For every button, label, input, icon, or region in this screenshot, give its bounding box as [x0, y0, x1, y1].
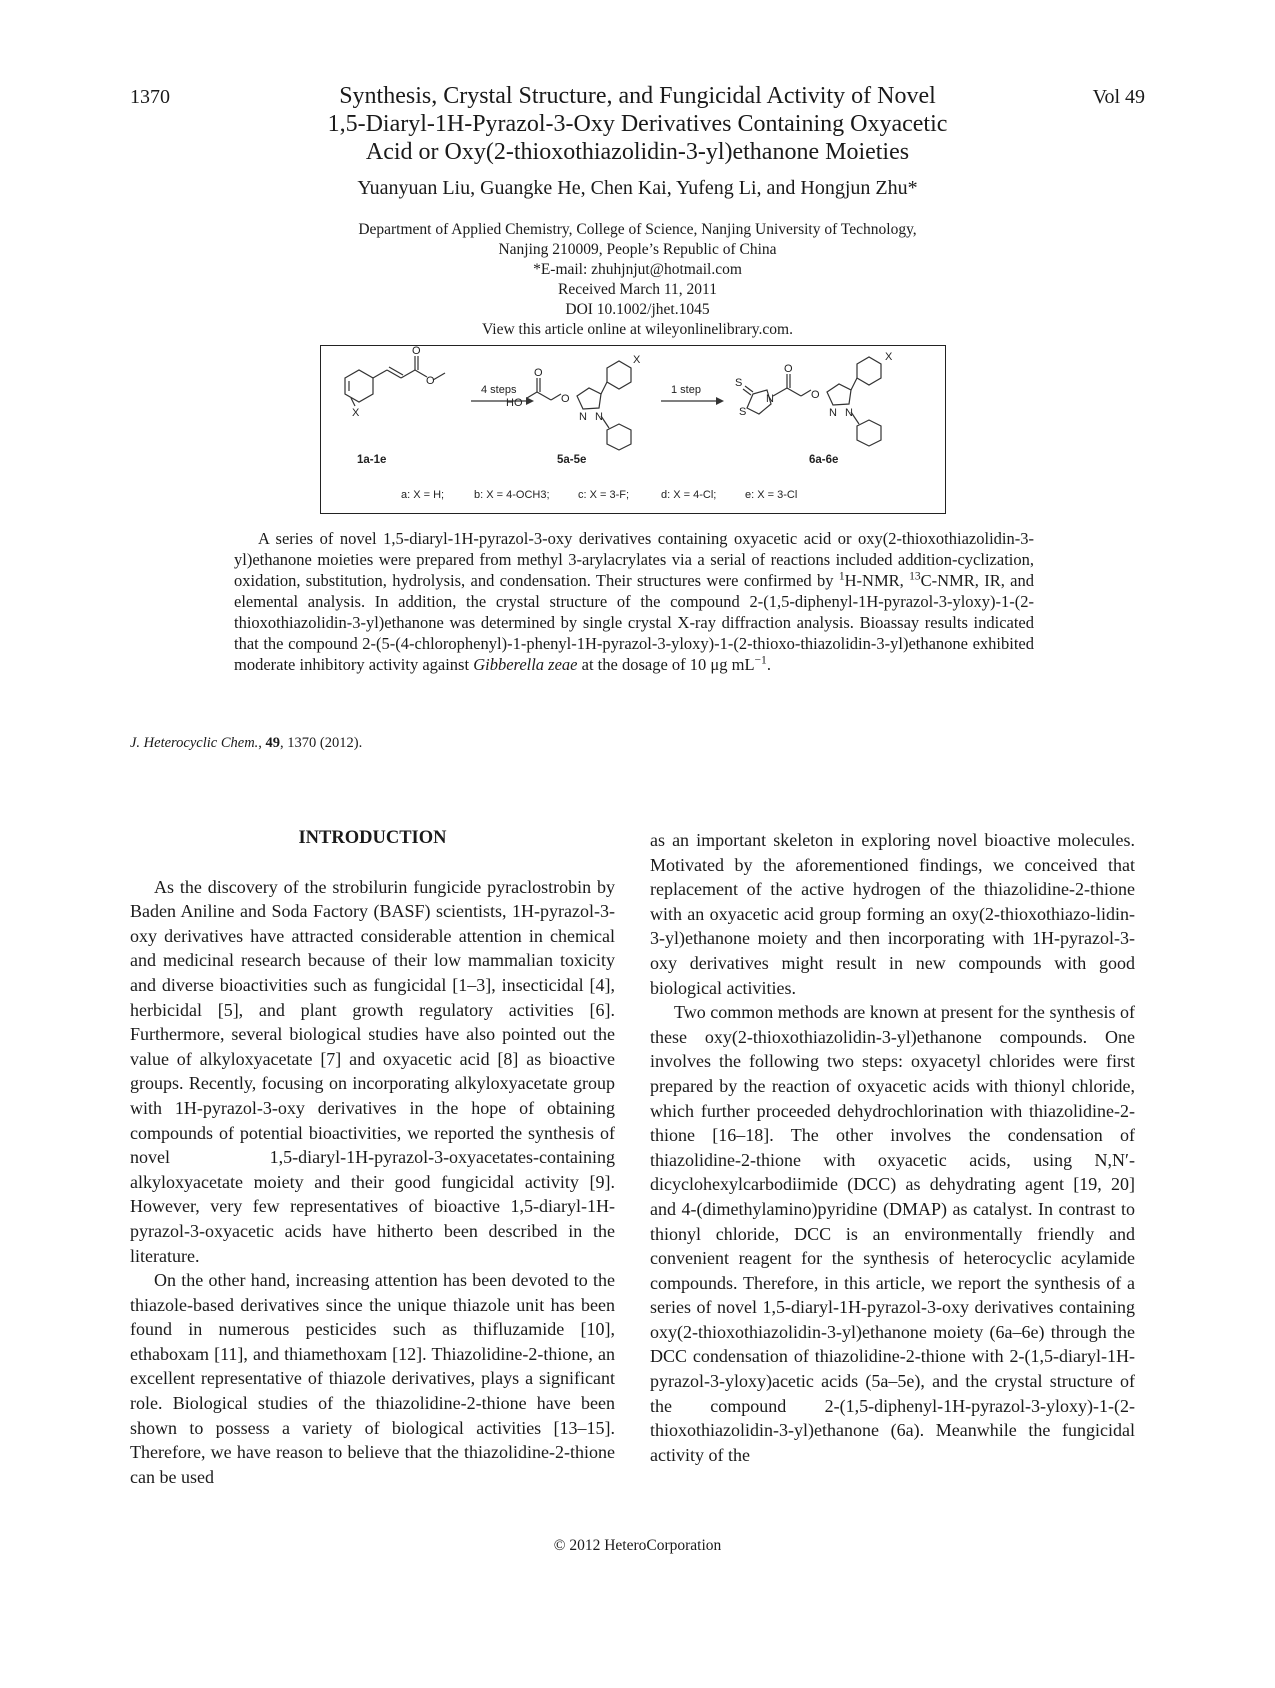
- svg-text:O: O: [426, 375, 435, 387]
- abstract-text: at the dosage of 10 μg mL: [577, 655, 755, 674]
- legend-item: d: X = 4-Cl;: [661, 489, 717, 501]
- journal-name: J. Heterocyclic Chem.: [130, 735, 259, 751]
- body-paragraph: as an important skeleton in exploring novel bioactive molecules. Motivated by the aforementioned findings, we conceived that replacement of the active hydrogen of the thiazolidine-2-thione with an oxyacetic acid group forming an oxy(2-thioxothiazo-lidin-3-yl)ethanone moiety and then incorporating with 1H-pyrazol-3-oxy derivatives might result in new compounds with good biological activities.: [650, 830, 1135, 998]
- body-column-right: [650, 828, 1135, 1467]
- svg-text:O: O: [534, 367, 543, 379]
- affiliation-address: Nanjing 210009, People’s Republic of China: [498, 241, 777, 258]
- legend-item: c: X = 3-F;: [578, 489, 630, 501]
- arrow-1-label: 4 steps: [481, 384, 517, 396]
- doi: DOI 10.1002/jhet.1045: [565, 301, 710, 318]
- arrow-2-label: 1 step: [671, 384, 701, 396]
- copyright-footer: © 2012 HeteroCorporation: [553, 1537, 722, 1554]
- journal-volume: 49: [265, 735, 281, 751]
- section-heading: INTRODUCTION: [298, 828, 447, 848]
- organism-name: Gibberella zeae: [473, 655, 578, 674]
- svg-text:N: N: [579, 411, 587, 423]
- abstract-text: C-NMR, IR, and elemental analysis. In addition, the crystal structure of the compound 2-(1,5-diphenyl-1H-pyrazol-3-yloxy)-1-(2-thioxothiazolidin-3-yl)ethanone was determined by single crystal X-ray diffraction analysis. Bioassay results indicated that the compound 2-(5-(4-chlorophenyl)-1-phenyl-1H-pyrazol-3-yloxy)-1-(2-thioxo-thiazolidin-3-yl)ethanone exhibited moderate inhibitory activity against: [234, 571, 1035, 674]
- volume-number: Vol 49: [1092, 86, 1145, 108]
- affiliation-block: [200, 220, 1075, 340]
- online-note: View this article online at wileyonlinelibrary.com.: [482, 321, 793, 338]
- contact-email: *E-mail: zhuhjnjut@hotmail.com: [533, 261, 742, 278]
- svg-text:O: O: [811, 389, 820, 401]
- svg-text:X: X: [885, 351, 893, 363]
- abstract: A series of novel 1,5-diaryl-1H-pyrazol-3-oxy derivatives containing oxyacetic acid or oxy(2-thioxothiazolidin-3-yl)ethanone moieties were prepared from methyl 3-arylacrylates via a serial of reactions included addition-cyclization, oxidation, substitution, hydrolysis, and condensation. Their structures were confirmed by $^1$H-NMR, $^{13}$C-NMR, IR, and elemental analysis. In addition, the crystal structure of the compound 2-(1,5-diphenyl-1H-pyrazol-3-yloxy)-1-(2-thioxothiazolidin-3-yl)ethanone was determined by single crystal X-ray diffraction analysis. Bioassay results indicated that the compound 2-(5-(4-chlorophenyl)-1-phenyl-1H-pyrazol-3-yloxy)-1-(2-thioxo-thiazolidin-3-yl)ethanone exhibited moderate inhibitory activity against Gibberella zeae at the dosage of 10 μg $mL^{-1}$.: [234, 529, 1035, 674]
- author-list: Yuanyuan Liu, Guangke He, Chen Kai, Yufeng Li, and Hongjun Zhu*: [357, 177, 918, 199]
- body-paragraph: As the discovery of the strobilurin fungicide pyraclostrobin by Baden Aniline and Soda Factory (BASF) scientists, 1H-pyrazol-3-oxy derivatives have attracted considerable attention in chemical and medicinal research because of their low mammalian toxicity and diverse bioactivities such as fungicidal [1–3], insecticidal [4], herbicidal [5], and plant growth regulatory activities [6]. Furthermore, several biological studies have also pointed out the value of alkyloxyacetate [7] and oxyacetic acid [8] as bioactive groups. Recently, focusing on incorporating alkyloxyacetate group with 1H-pyrazol-3-oxy derivatives in the hope of obtaining compounds of potential bioactivities, we reported the synthesis of novel 1,5-diaryl-1H-pyrazol-3-oxyacetates-containing alkyloxyacetate moiety and their good fungicidal activity [9]. However, very few representatives of bioactive 1,5-diaryl-1H-pyrazol-3-oxyacetic acids have hitherto been described in the literature.: [130, 876, 615, 1266]
- svg-text:O: O: [561, 393, 570, 405]
- title-line: Acid or Oxy(2-thioxothiazolidin-3-yl)ethanone Moieties: [365, 139, 910, 165]
- svg-text:X: X: [633, 354, 641, 366]
- abstract-text: A series of novel 1,5-diaryl-1H-pyrazol-3-oxy derivatives containing oxyacetic acid or oxy(2-thioxothiazolidin-3-yl)ethanone moieties were prepared from methyl 3-arylacrylates via a serial of reactions included addition-cyclization, oxidation, substitution, hydrolysis, and condensation. Their structures were confirmed by: [234, 529, 1034, 590]
- svg-text:HO: HO: [506, 397, 523, 409]
- abstract-text: H-NMR,: [844, 571, 910, 590]
- compound-label: 6a-6e: [809, 454, 839, 466]
- page-number: 1370: [130, 86, 170, 108]
- article-title: [240, 82, 1035, 166]
- compound-label: 1a-1e: [357, 454, 387, 466]
- body-paragraph: Two common methods are known at present for the synthesis of these oxy(2-thioxothiazolidin-3-yl)ethanone compounds. One involves the following two steps: oxyacetyl chlorides were first prepared by the reaction of oxyacetic acids with thionyl chloride, which further proceeded dehydrochlorination with thiazolidine-2-thione [16–18]. The other involves the condensation of thiazolidine-2-thione with oxyacetic acids, using N,N′-dicyclohexylcarbodiimide (DCC) as dehydrating agent [19, 20] and 4-(dimethylamino)pyridine (DMAP) as catalyst. In contrast to thionyl chloride, DCC is an environmentally friendly and convenient reagent for the synthesis of heterocyclic acylamide compounds. Therefore, in this article, we report the synthesis of a series of novel 1,5-diaryl-1H-pyrazol-3-oxy derivatives containing oxy(2-thioxothiazolidin-3-yl)ethanone moiety (6a–6e) through the DCC condensation of thiazolidine-2-thione with 2-(1,5-diaryl-1H-pyrazol-3-yloxy)acetic acids (5a–5e), and the crystal structure of the compound 2-(1,5-diphenyl-1H-pyrazol-3-yloxy)-1-(2-thioxothiazolidin-3-yl)ethanone (6a). Meanwhile the fungicidal activity of the: [650, 1002, 1135, 1465]
- svg-text:S: S: [739, 406, 747, 418]
- svg-text:N: N: [766, 393, 774, 405]
- synthesis-scheme: [320, 345, 946, 514]
- svg-text:O: O: [412, 346, 421, 357]
- svg-text:N: N: [829, 407, 837, 419]
- body-paragraph: On the other hand, increasing attention has been devoted to the thiazole-based derivatives since the unique thiazole unit has been found in numerous pesticides such as thifluzamide [10], ethaboxam [11], and thiamethoxam [12]. Thiazolidine-2-thione, an excellent representative of thiazole derivatives, plays a significant role. Biological studies of the thiazolidine-2-thione have been shown to possess a variety of biological activities [13–15]. Therefore, we have reason to believe that the thiazolidine-2-thione can be used: [130, 1270, 615, 1487]
- legend-item: b: X = 4-OCH3;: [474, 489, 550, 501]
- scheme-drawing: [321, 346, 945, 513]
- received-date: Received March 11, 2011: [558, 281, 717, 298]
- svg-text:N: N: [845, 407, 853, 419]
- svg-text:O: O: [784, 363, 793, 375]
- citation-rest: , 1370 (2012).: [280, 735, 363, 751]
- svg-text:S: S: [735, 377, 743, 389]
- svg-text:X: X: [352, 407, 360, 419]
- abstract-text: .: [766, 655, 771, 674]
- compound-1-structure: [345, 346, 445, 419]
- svg-text:N: N: [595, 411, 603, 423]
- title-line: 1,5-Diaryl-1H-Pyrazol-3-Oxy Derivatives Containing Oxyacetic: [327, 111, 948, 137]
- affiliation-department: Department of Applied Chemistry, College of Science, Nanjing University of Technology,: [358, 221, 917, 238]
- journal-citation: J. Heterocyclic Chem., 49, 1370 (2012).: [130, 735, 363, 751]
- compound-label: 5a-5e: [557, 454, 587, 466]
- legend-item: e: X = 3-Cl: [745, 489, 798, 501]
- legend-item: a: X = H;: [401, 489, 445, 501]
- title-line: Synthesis, Crystal Structure, and Fungicidal Activity of Novel: [339, 83, 936, 109]
- body-column-left: [130, 826, 615, 1489]
- compound-5-structure: [501, 346, 641, 450]
- compound-6-structure: [735, 351, 893, 446]
